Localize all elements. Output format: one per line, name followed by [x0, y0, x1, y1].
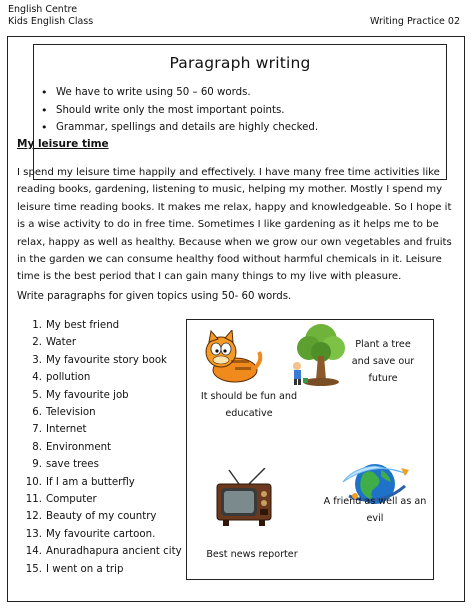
topic-number: 9.	[32, 459, 42, 471]
topic-number: 3.	[32, 354, 42, 366]
caption-line: A friend as well as an	[323, 496, 427, 507]
television-icon	[215, 468, 275, 528]
caption-line: It should be fun and	[200, 391, 298, 402]
topic-number: 14.	[25, 546, 42, 558]
topic-text: My favourite job	[46, 389, 129, 401]
topic-number: 4.	[32, 372, 42, 384]
topic-number: 12.	[25, 511, 42, 523]
tv-caption: Best news reporter	[206, 549, 298, 560]
picture-box	[186, 319, 434, 580]
topic-text: Environment	[46, 441, 112, 453]
header-worksheet-label: Writing Practice 02	[370, 16, 460, 27]
caption-line: educative	[225, 408, 273, 419]
topic-number: 10.	[25, 476, 42, 488]
paragraph-line: leisure time reading books. It makes me relax, happy and knowledgeable. So I hope it	[17, 201, 452, 213]
rule-item: • Grammar, spellings and details are highly checked.	[40, 119, 446, 137]
topic-item	[20, 508, 182, 525]
header-centre-name: English Centre	[8, 4, 78, 15]
topic-item	[20, 334, 182, 351]
paragraph-line: is a wise activity to do in free time. Sometimes I like gardening as it helps me to be	[17, 219, 439, 231]
sample-paragraph	[17, 164, 457, 286]
topic-text: Television	[46, 407, 96, 419]
topic-number: 6.	[32, 407, 42, 419]
rules-list	[34, 84, 446, 137]
topic-number: 7.	[32, 424, 42, 436]
instruction-text: Write paragraphs for given topics using 50- 60 words.	[17, 291, 292, 302]
topic-item	[20, 456, 182, 473]
header-left	[8, 4, 93, 28]
topic-number: 5.	[32, 389, 42, 401]
page-title: Paragraph writing	[169, 54, 311, 72]
topic-number: 13.	[25, 528, 42, 540]
topic-text: I went on a trip	[46, 563, 124, 575]
topic-text: My favourite cartoon.	[46, 528, 156, 540]
topic-item	[20, 439, 182, 456]
paragraph-line: relax, happy as well as healthy. Because when we grow our own vegetables and fruits	[17, 236, 452, 248]
topic-item	[20, 317, 182, 334]
tree-icon	[291, 322, 351, 388]
internet-caption	[317, 493, 433, 527]
topic-number: 15.	[25, 563, 42, 575]
topic-text: Anuradhapura ancient city	[46, 546, 182, 558]
paragraph-line: reading books, gardening, listening to music, helping my mother. Mostly I spend my	[17, 184, 443, 196]
tree-caption	[343, 336, 423, 387]
topic-item	[20, 526, 182, 543]
topic-text: My best friend	[46, 320, 120, 331]
paragraph-line: time is the best period that I can gain many things to my live with pleasure.	[17, 271, 402, 283]
caption-line: Plant a tree	[355, 339, 411, 350]
topic-text: Water	[46, 337, 77, 349]
cartoon-cat-icon	[201, 330, 263, 388]
topic-text: Computer	[46, 494, 97, 506]
topic-text: Beauty of my country	[46, 511, 157, 523]
topic-item	[20, 352, 182, 369]
topic-number: 11.	[25, 494, 42, 506]
worksheet-frame	[7, 36, 465, 602]
topic-item	[20, 421, 182, 438]
topic-text: save trees	[46, 459, 99, 471]
topic-number: 2.	[32, 337, 42, 349]
topic-item	[20, 561, 182, 578]
topic-item	[20, 491, 182, 508]
topic-number: 1.	[32, 320, 42, 331]
rule-item: • We have to write using 50 – 60 words.	[40, 84, 446, 102]
topic-number: 8.	[32, 441, 42, 453]
rule-item: • Should write only the most important points.	[40, 102, 446, 120]
caption-line: future	[368, 373, 398, 384]
topic-item	[20, 387, 182, 404]
paragraph-line: in the garden we can consume healthy food without harmful chemicals in it. Leisure	[17, 254, 442, 266]
topic-text: If I am a butterfly	[46, 476, 135, 488]
sample-heading: My leisure time	[17, 138, 109, 150]
topic-item	[20, 369, 182, 386]
caption-line: and save our	[351, 356, 415, 367]
header-class-name: Kids English Class	[8, 16, 94, 27]
cartoon-caption	[193, 388, 305, 422]
topic-text: My favourite story book	[46, 354, 167, 366]
topic-item	[20, 474, 182, 491]
paragraph-line: I spend my leisure time happily and effectively. I have many free time activities like	[17, 167, 440, 178]
topic-item	[20, 404, 182, 421]
topics-list	[20, 317, 182, 578]
caption-line: evil	[366, 513, 384, 524]
topic-text: pollution	[46, 372, 91, 384]
topic-item	[20, 543, 182, 560]
topic-text: Internet	[46, 424, 87, 436]
title-box	[33, 44, 447, 180]
